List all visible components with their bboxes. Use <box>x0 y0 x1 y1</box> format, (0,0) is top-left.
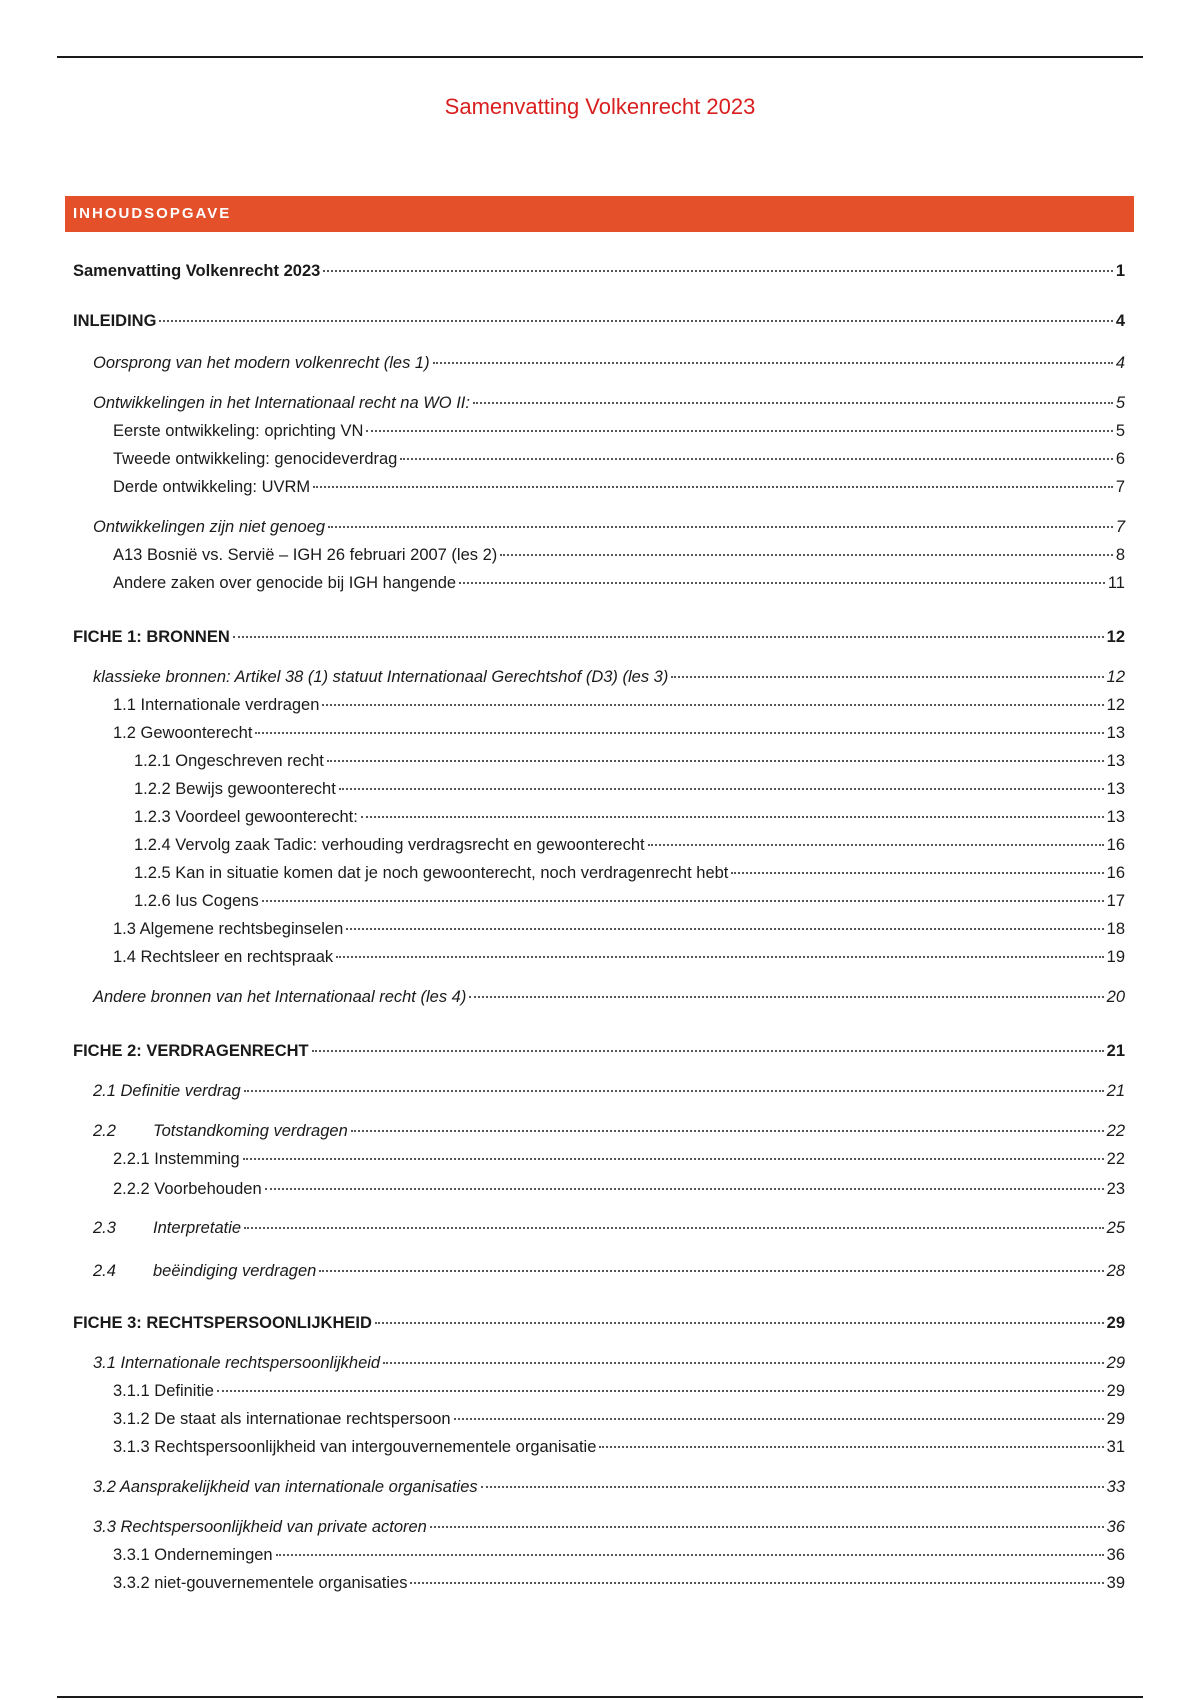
toc-entry-page: 17 <box>1106 892 1125 910</box>
toc-entry-page: 29 <box>1106 1314 1125 1332</box>
toc-leader <box>328 526 1113 528</box>
toc-entry-page: 16 <box>1106 836 1125 854</box>
toc-entry-label: 1.2.6 Ius Cogens <box>134 892 259 910</box>
toc-entry-label: 1.2.5 Kan in situatie komen dat je noch gewoonterecht, noch verdragenrecht hebt <box>134 864 729 882</box>
toc-entry-label: 2.2.2 Voorbehouden <box>113 1180 262 1198</box>
toc-entry[interactable] <box>0 1574 1200 1598</box>
toc-entry-text: beëindiging verdragen <box>153 1262 317 1280</box>
toc-entry[interactable] <box>0 668 1200 692</box>
toc-entry[interactable] <box>0 1382 1200 1406</box>
toc-entry-page: 5 <box>1115 394 1125 412</box>
toc-entry-page: 22 <box>1106 1150 1125 1168</box>
toc-leader <box>346 928 1103 930</box>
toc-leader <box>262 900 1104 902</box>
toc-leader <box>265 1188 1104 1190</box>
toc-entry-label: 2.2.1 Instemming <box>113 1150 240 1168</box>
toc-leader <box>351 1130 1104 1132</box>
toc-entry[interactable] <box>0 1219 1200 1243</box>
toc-entry[interactable] <box>0 696 1200 720</box>
toc-leader <box>731 872 1103 874</box>
toc-entry-label: 3.3.2 niet-gouvernementele organisaties <box>113 1574 408 1592</box>
toc-entry-label: 3.1 Internationale rechtspersoonlijkheid <box>93 1354 381 1372</box>
toc-entry-label: Andere bronnen van het Internationaal recht (les 4) <box>93 988 467 1006</box>
toc-leader <box>339 788 1104 790</box>
toc-entry-label: 3.3.1 Ondernemingen <box>113 1546 273 1564</box>
toc-entry-page: 13 <box>1106 780 1125 798</box>
toc-entry-number: 2.4 <box>93 1262 116 1280</box>
toc-leader <box>454 1418 1104 1420</box>
toc-entry-page: 11 <box>1107 574 1125 592</box>
toc-entry[interactable] <box>0 1122 1200 1146</box>
toc-leader <box>336 956 1104 958</box>
toc-entry-page: 28 <box>1106 1262 1125 1280</box>
toc-leader <box>233 636 1104 638</box>
document-title: Samenvatting Volkenrecht 2023 <box>444 94 756 119</box>
toc-entry[interactable] <box>0 1546 1200 1570</box>
toc-leader <box>159 320 1112 322</box>
toc-leader <box>366 430 1112 432</box>
toc-entry-label <box>93 1262 316 1281</box>
toc-leader <box>383 1362 1104 1364</box>
toc-entry-page: 12 <box>1106 628 1125 646</box>
toc-entry-label: 3.1.2 De staat als internationae rechtspersoon <box>113 1410 451 1428</box>
toc-entry-page: 13 <box>1106 808 1125 826</box>
toc-entry[interactable] <box>0 1518 1200 1542</box>
toc-entry-page: 22 <box>1106 1122 1125 1140</box>
toc-entry-page: 21 <box>1106 1082 1125 1100</box>
toc-entry-page: 7 <box>1115 518 1125 536</box>
toc-entry-page: 1 <box>1115 262 1125 280</box>
toc-entry-label: 3.1.1 Definitie <box>113 1382 214 1400</box>
toc-entry-label: 1.3 Algemene rechtsbeginselen <box>113 920 344 938</box>
toc-entry-label: Samenvatting Volkenrecht 2023 <box>73 262 321 280</box>
toc-heading: INHOUDSOPGAVE <box>73 205 232 222</box>
toc-entry[interactable] <box>0 752 1200 776</box>
toc-leader <box>361 816 1104 818</box>
toc-entry-page: 29 <box>1106 1410 1125 1428</box>
toc-entry[interactable] <box>0 354 1200 378</box>
toc-entry[interactable] <box>0 1354 1200 1378</box>
toc-entry-page: 8 <box>1115 546 1125 564</box>
toc-leader <box>276 1554 1104 1556</box>
toc-entry-label: 3.3 Rechtspersoonlijkheid van private actoren <box>93 1518 427 1536</box>
toc-entry[interactable] <box>0 808 1200 832</box>
toc-entry-text: Interpretatie <box>153 1219 242 1237</box>
toc-leader <box>473 402 1113 404</box>
toc-leader <box>244 1227 1104 1229</box>
toc-entry-page: 4 <box>1115 354 1125 372</box>
toc-entry-label: Ontwikkelingen zijn niet genoeg <box>93 518 326 536</box>
toc-entry-label: FICHE 2: VERDRAGENRECHT <box>73 1042 309 1060</box>
toc-entry-label: Derde ontwikkeling: UVRM <box>113 478 311 496</box>
toc-entry[interactable] <box>0 394 1200 418</box>
toc-entry[interactable] <box>0 1180 1200 1204</box>
toc-entry-page: 31 <box>1106 1438 1125 1456</box>
toc-entry[interactable] <box>0 948 1200 972</box>
toc-entry-page: 13 <box>1106 752 1125 770</box>
toc-entry[interactable] <box>0 262 1200 286</box>
toc-leader <box>312 1050 1104 1052</box>
toc-entry[interactable] <box>0 450 1200 474</box>
toc-entry-label: 1.2 Gewoonterecht <box>113 724 253 742</box>
toc-entry-label: Oorsprong van het modern volkenrecht (les 1) <box>93 354 430 372</box>
toc-entry-page: 21 <box>1106 1042 1125 1060</box>
toc-entry[interactable] <box>0 920 1200 944</box>
toc-entry-page: 29 <box>1106 1382 1125 1400</box>
toc-entry-label: klassieke bronnen: Artikel 38 (1) statuut Internationaal Gerechtshof (D3) (les 3) <box>93 668 669 686</box>
toc-leader <box>430 1526 1104 1528</box>
toc-entry[interactable] <box>0 1262 1200 1286</box>
toc-entry[interactable] <box>0 574 1200 598</box>
toc-entry-label <box>93 1219 241 1238</box>
toc-entry-page: 19 <box>1106 948 1125 966</box>
toc-entry[interactable] <box>0 1082 1200 1106</box>
toc-entry-page: 36 <box>1106 1546 1125 1564</box>
toc-entry-label: 3.2 Aansprakelijkheid van internationale organisaties <box>93 1478 478 1496</box>
toc-entry-label: FICHE 3: RECHTSPERSOONLIJKHEID <box>73 1314 372 1332</box>
toc-leader <box>255 732 1103 734</box>
toc-entry[interactable] <box>0 478 1200 502</box>
toc-entry-label <box>93 1122 348 1141</box>
toc-leader <box>375 1322 1104 1324</box>
toc-entry-label: 1.1 Internationale verdragen <box>113 696 320 714</box>
toc-leader <box>500 554 1113 556</box>
toc-leader <box>244 1090 1104 1092</box>
toc-entry-page: 12 <box>1106 668 1125 686</box>
toc-entry[interactable] <box>0 312 1200 336</box>
toc-entry-label: 3.1.3 Rechtspersoonlijkheid van intergouvernementele organisatie <box>113 1438 597 1456</box>
bottom-rule <box>57 1696 1143 1698</box>
toc-entry[interactable] <box>0 780 1200 804</box>
toc-entry-page: 5 <box>1115 422 1125 440</box>
toc-entry[interactable] <box>0 1438 1200 1462</box>
toc-entry[interactable] <box>0 864 1200 888</box>
toc-entry-label: FICHE 1: BRONNEN <box>73 628 230 646</box>
toc-entry-label: Ontwikkelingen in het Internationaal recht na WO II: <box>93 394 470 412</box>
toc-entry[interactable] <box>0 836 1200 860</box>
toc-leader <box>648 844 1104 846</box>
toc-leader <box>323 270 1113 272</box>
toc-entry-page: 13 <box>1106 724 1125 742</box>
toc-leader <box>671 676 1103 678</box>
toc-leader <box>322 704 1103 706</box>
toc-entry-label: INLEIDING <box>73 312 157 330</box>
toc-leader <box>469 996 1103 998</box>
toc-entry-page: 36 <box>1106 1518 1125 1536</box>
toc-entry-page: 23 <box>1106 1180 1125 1198</box>
toc-entry-label: 1.2.1 Ongeschreven recht <box>134 752 324 770</box>
toc-leader <box>599 1446 1103 1448</box>
toc-entry-label: Andere zaken over genocide bij IGH hangende <box>113 574 457 592</box>
toc-entry-page: 16 <box>1106 864 1125 882</box>
toc-leader <box>243 1158 1104 1160</box>
toc-leader <box>319 1270 1103 1272</box>
toc-entry[interactable] <box>0 518 1200 542</box>
toc-leader <box>313 486 1113 488</box>
toc-entry-page: 4 <box>1115 312 1125 330</box>
toc-entry-number: 2.3 <box>93 1219 116 1237</box>
toc-entry-label: Tweede ontwikkeling: genocideverdrag <box>113 450 398 468</box>
toc-entry-label: 1.2.3 Voordeel gewoonterecht: <box>134 808 358 826</box>
toc-entry[interactable] <box>0 1314 1200 1338</box>
toc-entry-page: 20 <box>1106 988 1125 1006</box>
toc-entry[interactable] <box>0 1042 1200 1066</box>
toc-heading-banner <box>65 196 1134 232</box>
toc-leader <box>410 1582 1103 1584</box>
toc-leader <box>459 582 1105 584</box>
toc-entry[interactable] <box>0 724 1200 748</box>
toc-entry[interactable] <box>0 892 1200 916</box>
toc-entry-page: 12 <box>1106 696 1125 714</box>
toc-entry-label: 1.2.2 Bewijs gewoonterecht <box>134 780 336 798</box>
toc-entry[interactable] <box>0 1410 1200 1434</box>
toc-entry-number: 2.2 <box>93 1122 116 1140</box>
toc-leader <box>400 458 1112 460</box>
toc-entry-page: 18 <box>1106 920 1125 938</box>
toc-entry-label: 1.2.4 Vervolg zaak Tadic: verhouding verdragsrecht en gewoonterecht <box>134 836 645 854</box>
toc-leader <box>217 1390 1104 1392</box>
toc-entry-page: 33 <box>1106 1478 1125 1496</box>
toc-entry[interactable] <box>0 988 1200 1012</box>
toc-entry-page: 39 <box>1106 1574 1125 1592</box>
toc-entry-label: 1.4 Rechtsleer en rechtspraak <box>113 948 334 966</box>
toc-entry-page: 7 <box>1115 478 1125 496</box>
toc-entry[interactable] <box>0 422 1200 446</box>
toc-entry-text: Totstandkoming verdragen <box>153 1122 348 1140</box>
toc-entry[interactable] <box>0 546 1200 570</box>
toc-leader <box>433 362 1113 364</box>
top-rule <box>57 56 1143 58</box>
toc-entry[interactable] <box>0 1478 1200 1502</box>
toc-entry-label: Eerste ontwikkeling: oprichting VN <box>113 422 364 440</box>
toc-entry[interactable] <box>0 628 1200 652</box>
toc-entry-page: 6 <box>1115 450 1125 468</box>
toc-entry-label: 2.1 Definitie verdrag <box>93 1082 241 1100</box>
toc-leader <box>327 760 1104 762</box>
toc-entry-label: A13 Bosnië vs. Servië – IGH 26 februari 2007 (les 2) <box>113 546 498 564</box>
toc-leader <box>481 1486 1104 1488</box>
toc-entry-page: 25 <box>1106 1219 1125 1237</box>
toc-entry[interactable] <box>0 1150 1200 1174</box>
toc-entry-page: 29 <box>1106 1354 1125 1372</box>
